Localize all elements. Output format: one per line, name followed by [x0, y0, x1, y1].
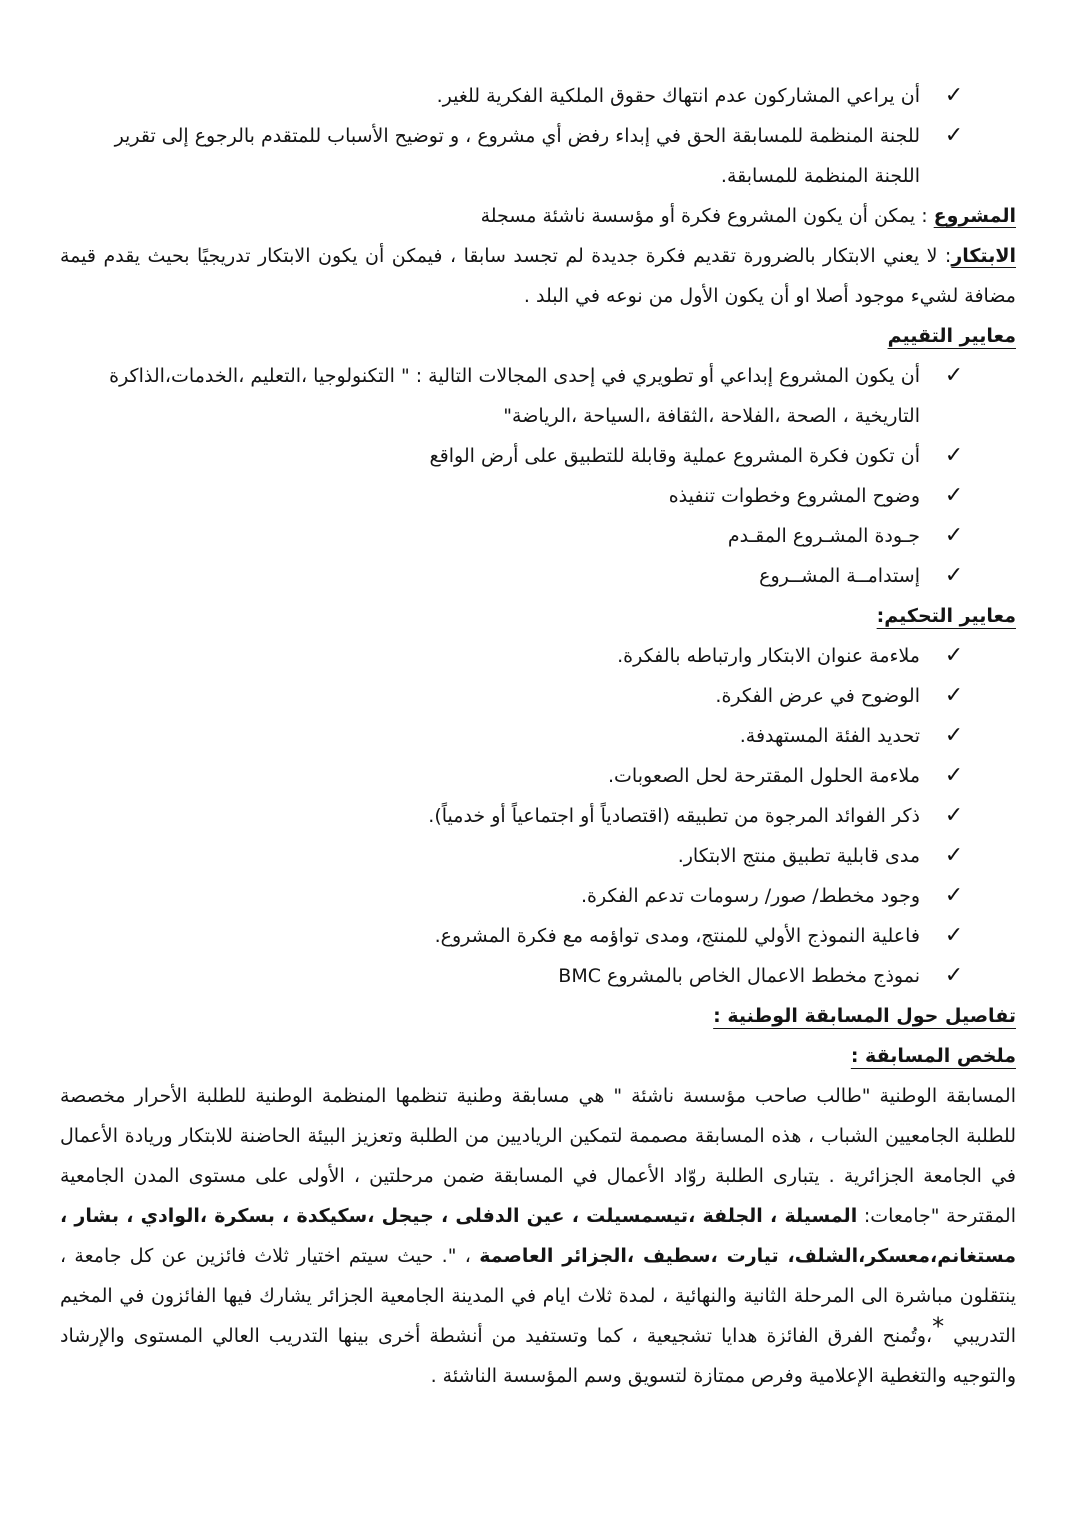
condition-text: أن يراعي المشاركون عدم انتهاك حقوق الملكية الفكرية للغير.	[436, 85, 920, 107]
summary-text: المسابقة الوطنية "طالب صاحب مؤسسة ناشئة " هي مسابقة وطنية تنظمها المنظمة الوطنية للطلبة الأحرار مخصصة للطلبة الجامعيين الشباب ، هذه المسابقة مصممة لتمكين الرياديين من الطلبة وتعزيز البيئة الحاضنة للابتكار وريادة الأعمال في الجامعة الجزائرية . يتبارى الطلبة روّاد الأعمال في المسابقة ضمن مرحلتين ، الأولى على مستوى المدن الجامعية المقترحة "جامعات:	[60, 1085, 1016, 1227]
criterion-text: وضوح المشروع وخطوات تنفيذه	[668, 485, 920, 507]
summary-text-end: ،وتُمنح الفرق الفائزة هدايا تشجيعية ، كما وتستفيد من أنشطة أخرى بينها التدريب العالي المستوى والإرشاد والتوجيه والتغطية الإعلامية وفرص ممتازة لتسويق وسم المؤسسة الناشئة .	[60, 1325, 1016, 1387]
checkmark-icon: ✓	[944, 883, 964, 908]
criterion-text: وجود مخطط/ صور/ رسومات تدعم الفكرة.	[580, 885, 920, 907]
criterion-text: جـودة المشـروع المقـدم	[727, 525, 920, 547]
checkmark-icon: ✓	[944, 963, 964, 988]
checkmark-icon: ✓	[944, 923, 964, 948]
summary-text-continued: ، ". حيث سيتم اختيار ثلاث فائزين عن كل جامعة ، ينتقلون مباشرة الى المرحلة الثانية والنهائية ، لمدة ثلاث ايام في المدينة الجامعية الجزائر يشارك فيها الفائزون في المخيم التدريبي	[60, 1245, 1016, 1347]
criterion-text: نموذج مخطط الاعمال الخاص بالمشروع BMC	[558, 965, 920, 987]
criterion-text: إستدامــة المشــروع	[759, 565, 920, 587]
project-definition	[60, 196, 1016, 236]
criterion-text: تحديد الفئة المستهدفة.	[739, 725, 920, 747]
criterion-text: أن يكون المشروع إبداعي أو تطويري في إحدى المجالات التالية : " التكنولوجيا ،التعليم ،الخدمات،الذاكرة التاريخية ، الصحة ،الفلاحة ،الثقافة ،السياحة ،الرياضة"	[109, 365, 920, 427]
cities-list: المسيلة ، الجلفة ،تيسمسيلت ، عين الدفلى ، جيجل ،سكيكدة ، بسكرة ،الوادي ، بشار ، مستغانم،معسكر،الشلف، تيارت ،سطيف ،الجزائر العاصمة	[60, 1205, 1017, 1267]
checkmark-icon: ✓	[944, 83, 964, 108]
checkmark-icon: ✓	[944, 723, 964, 748]
list-item	[60, 716, 1016, 756]
details-heading: تفاصيل حول المسابقة الوطنية :	[713, 1005, 1016, 1027]
innovation-text: : لا يعني الابتكار بالضرورة تقديم فكرة جديدة لم تجسد سابقا ، فيمكن أن يكون الابتكار تدريجيًا بحيث يقدم قيمة مضافة لشيء موجود أصلا او أن يكون الأول من نوعه في البلد .	[60, 245, 1016, 307]
list-item	[60, 556, 1016, 596]
list-item	[60, 356, 1016, 436]
list-item	[60, 876, 1016, 916]
list-item	[60, 116, 1016, 196]
checkmark-icon: ✓	[944, 443, 964, 468]
innovation-label: الابتكار	[951, 245, 1016, 267]
checkmark-icon: ✓	[944, 683, 964, 708]
criterion-text: أن تكون فكرة المشروع عملية وقابلة للتطبيق على أرض الواقع	[429, 445, 920, 467]
judging-heading: معايير التحكيم:	[876, 605, 1016, 627]
checkmark-icon: ✓	[944, 363, 964, 388]
evaluation-heading: معايير التقييم	[887, 325, 1016, 347]
checkmark-icon: ✓	[944, 643, 964, 668]
innovation-definition	[60, 236, 1016, 316]
criterion-text: فاعلية النموذج الأولي للمنتج، ومدى تواؤمه مع فكرة المشروع.	[434, 925, 920, 947]
summary-heading: ملخص المسابقة :	[850, 1045, 1016, 1067]
checkmark-icon: ✓	[944, 843, 964, 868]
checkmark-icon: ✓	[944, 523, 964, 548]
criterion-text: ملاءمة عنوان الابتكار وارتباطه بالفكرة.	[617, 645, 920, 667]
checkmark-icon: ✓	[944, 483, 964, 508]
condition-text: للجنة المنظمة للمسابقة الحق في إبداء رفض أي مشروع ، و توضيح الأسباب للمتقدم بالرجوع إلى تقرير اللجنة المنظمة للمسابقة.	[114, 125, 920, 187]
list-item	[60, 756, 1016, 796]
list-item	[60, 796, 1016, 836]
project-label: المشروع	[933, 205, 1016, 227]
list-item	[60, 636, 1016, 676]
checkmark-icon: ✓	[944, 563, 964, 588]
checkmark-icon: ✓	[944, 803, 964, 828]
checkmark-icon: ✓	[944, 123, 964, 148]
criterion-text: ملاءمة الحلول المقترحة لحل الصعوبات.	[608, 765, 920, 787]
list-item	[60, 76, 1016, 116]
criterion-text: مدى قابلية تطبيق منتج الابتكار.	[677, 845, 920, 867]
criterion-text: الوضوح في عرض الفكرة.	[715, 685, 920, 707]
checkmark-icon: ✓	[944, 763, 964, 788]
list-item	[60, 516, 1016, 556]
evaluation-list	[60, 356, 1016, 596]
list-item	[60, 676, 1016, 716]
list-item	[60, 956, 1016, 996]
judging-list	[60, 636, 1016, 996]
project-text: : يمكن أن يكون المشروع فكرة أو مؤسسة ناشئة مسجلة	[480, 205, 934, 227]
list-item	[60, 476, 1016, 516]
competition-summary	[60, 1076, 1016, 1396]
list-item	[60, 836, 1016, 876]
list-item	[60, 916, 1016, 956]
list-item	[60, 436, 1016, 476]
criterion-text: ذكر الفوائد المرجوة من تطبيقه (اقتصادياً أو اجتماعياً أو خدمياً).	[428, 805, 920, 827]
footnote-star: *	[932, 1312, 945, 1341]
